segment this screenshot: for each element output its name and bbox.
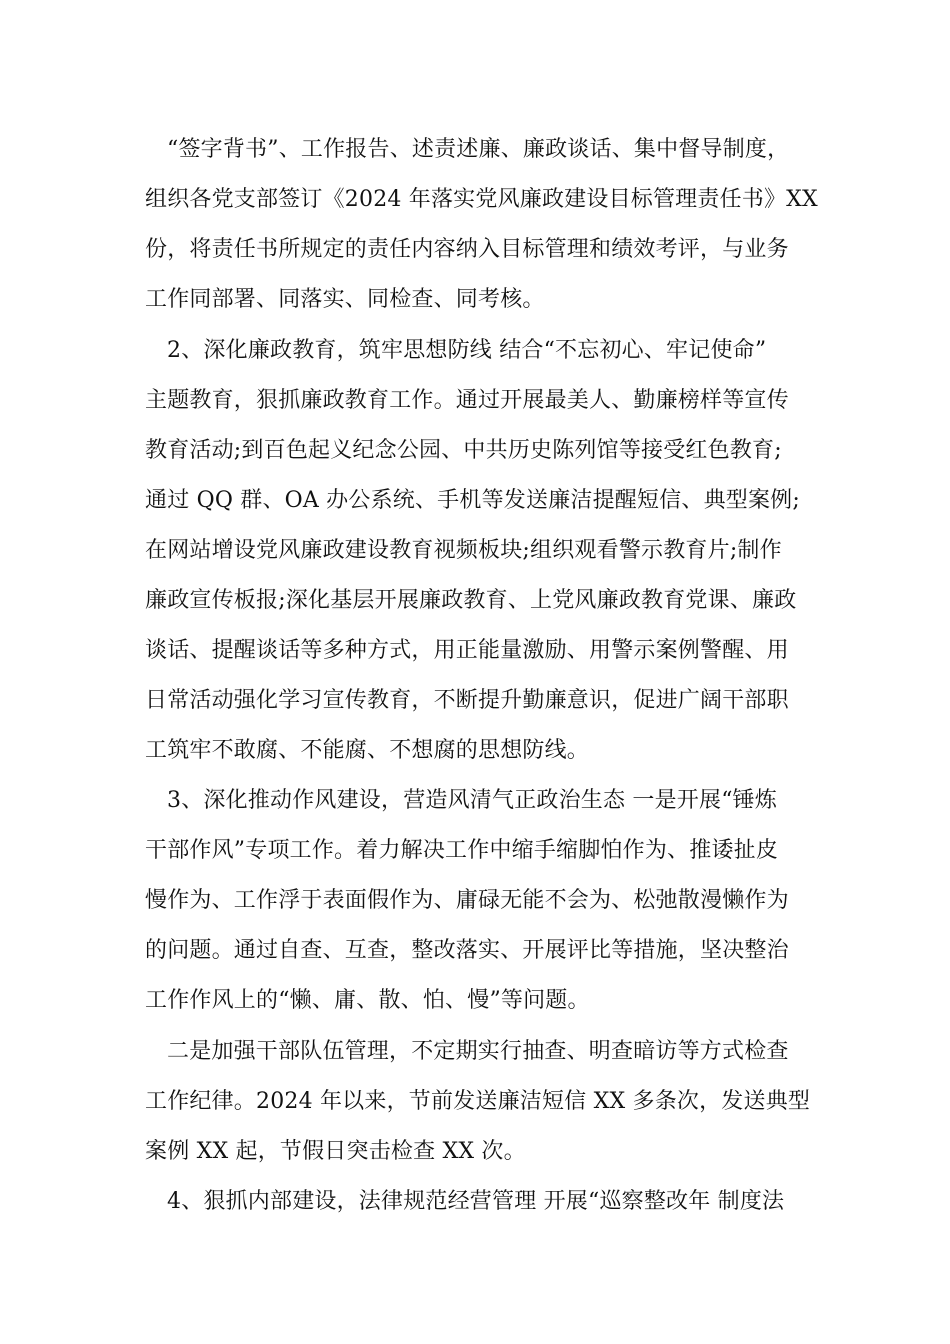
text-line: 份，将责任书所规定的责任内容纳入目标管理和绩效考评，与业务 [145,237,789,262]
text-line: 日常活动强化学习宣传教育，不断提升勤廉意识，促进广阔干部职 [145,688,789,713]
text-line: “签字背书”、工作报告、述责述廉、廉政谈话、集中督导制度， [167,137,790,162]
text-line: 组织各党支部签订《2024 年落实党风廉政建设目标管理责任书》XX [145,187,818,212]
text-line: 案例 XX 起，节假日突击检查 XX 次。 [145,1139,526,1164]
text-line: 在网站增设党风廉政建设教育视频板块;组织观看警示教育片;制作 [145,538,782,563]
text-line: 教育活动;到百色起义纪念公园、中共历史陈列馆等接受红色教育; [145,438,782,463]
text-line: 干部作风”专项工作。着力解决工作中缩手缩脚怕作为、推诿扯皮 [145,838,779,863]
text-line: 主题教育，狠抓廉政教育工作。通过开展最美人、勤廉榜样等宣传 [145,388,789,413]
text-line: 工作作风上的“懒、庸、散、怕、慢”等问题。 [145,988,590,1013]
paragraph-heading-line: 3、深化推动作风建设，营造风清气正政治生态 一是开展“锤炼 [167,788,778,813]
text-line: 通过 QQ 群、OA 办公系统、手机等发送廉洁提醒短信、典型案例; [145,488,800,513]
text-line: 的问题。通过自查、互查，整改落实、开展评比等措施，坚决整治 [145,938,789,963]
paragraph-heading-line: 4、狠抓内部建设，法律规范经营管理 开展“巡察整改年 制度法 [167,1189,785,1214]
text-line: 工作纪律。2024 年以来，节前发送廉洁短信 XX 多条次，发送典型 [145,1089,811,1114]
text-line: 廉政宣传板报;深化基层开展廉政教育、上党风廉政教育党课、廉政 [145,588,797,613]
text-line: 慢作为、工作浮于表面假作为、庸碌无能不会为、松弛散漫懒作为 [145,888,789,913]
text-line: 谈话、提醒谈话等多种方式，用正能量激励、用警示案例警醒、用 [145,638,789,663]
text-line: 工作同部署、同落实、同检查、同考核。 [145,287,545,312]
text-line: 二是加强干部队伍管理，不定期实行抽查、明查暗访等方式检查 [167,1039,789,1064]
text-line: 工筑牢不敢腐、不能腐、不想腐的思想防线。 [145,738,590,763]
paragraph-heading-line: 2、深化廉政教育，筑牢思想防线 结合“不忘初心、牢记使命” [167,338,767,363]
